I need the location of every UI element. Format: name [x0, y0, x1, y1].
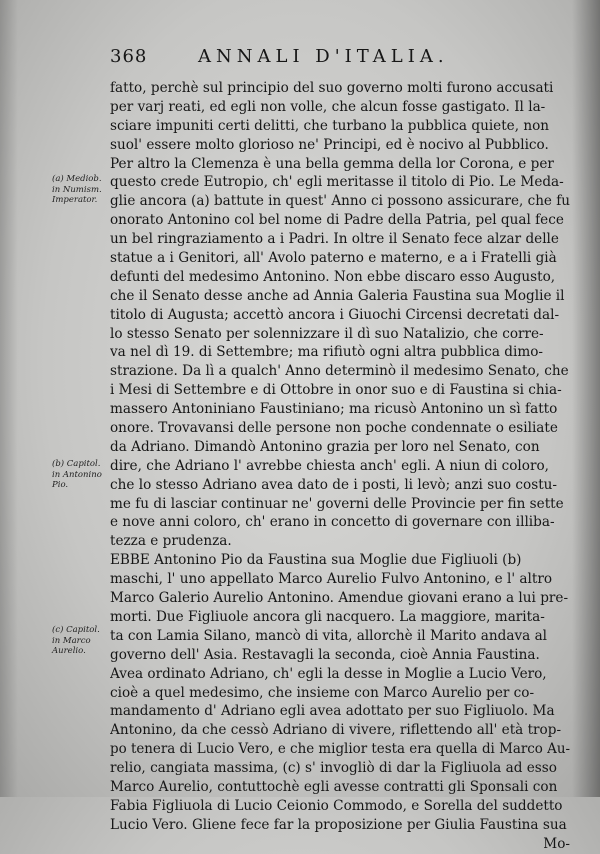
text-line: che lo stesso Adriano avea dato de i posti, li levò; anzi suo costu- — [110, 476, 558, 493]
margin-note-line: (b) Capitol. — [52, 459, 101, 469]
text-line: Lucio Vero. Gliene fece far la proposizione per Giulia Faustina sua — [110, 816, 567, 833]
text-line: Marco Aurelio, contuttochè egli avesse contratti gli Sponsali con — [110, 778, 558, 795]
text-line: e nove anni coloro, ch' erano in concetto di governare con illiba- — [110, 514, 555, 531]
text-line: maschi, l' uno appellato Marco Aurelio Fulvo Antonino, e l' altro — [110, 571, 553, 588]
text-line: un bel ringraziamento a i Padri. In oltre il Senato fece alzar delle — [110, 231, 559, 248]
text-line: me fu di lasciar continuar ne' governi delle Provincie per fin sette — [110, 495, 564, 512]
text-line: defunti del medesimo Antonino. Non ebbe discaro esso Augusto, — [110, 268, 556, 285]
text-line: relio, cangiata massima, (c) s' invogliò di dar la Figliuola ad esso — [110, 760, 557, 777]
text-line: massero Antoniniano Faustiniano; ma ricusò Antonino un sì fatto — [110, 401, 558, 418]
text-line: Fabia Figliuola di Lucio Ceionio Commodo, e Sorella del suddetto — [110, 797, 563, 814]
text-line: va nel dì 19. di Settembre; ma rifiutò ogni altra pubblica dimo- — [110, 344, 544, 361]
catchword: Mo- — [543, 835, 570, 852]
text-line: Marco Galerio Aurelio Antonino. Amendue giovani erano a lui pre- — [110, 590, 569, 607]
margin-note-line: (a) Mediob. — [52, 174, 102, 184]
text-line: Antonino, da che cessò Adriano di vivere, riflettendo all' età trop- — [110, 722, 562, 739]
text-line: per varj reati, ed egli non volle, che alcun fosse gastigato. Il la- — [110, 98, 546, 115]
text-line: morti. Due Figliuole ancora gli nacquero. La maggiore, marita- — [110, 608, 545, 625]
margin-note-line: in Marco — [52, 635, 91, 646]
margin-note-line: in Antonino — [52, 469, 102, 480]
text-line: tezza e prudenza. — [110, 533, 232, 550]
margin-note-b — [52, 459, 102, 491]
text-line: onore. Trovavansi delle persone non poche condennate o esiliate — [110, 420, 558, 437]
margin-note-line: in Numism. — [52, 184, 102, 195]
text-line: onorato Antonino col bel nome di Padre della Patria, pel qual fece — [110, 212, 564, 229]
text-line: po tenera di Lucio Vero, e che miglior testa era quella di Marco Au- — [110, 741, 570, 758]
body-text — [110, 79, 570, 854]
text-line: mandamento d' Adriano egli avea adottato per suo Figliuolo. Ma — [110, 703, 555, 720]
text-line: cioè a quel medesimo, che insieme con Marco Aurelio per co- — [110, 684, 535, 701]
text-line: Avea ordinato Adriano, ch' egli la desse in Moglie a Lucio Vero, — [110, 665, 547, 682]
text-line: fatto, perchè sul principio del suo governo molti furono accusati — [110, 80, 554, 96]
text-line: suol' essere molto glorioso ne' Principi, ed è nocivo al Pubblico. — [110, 136, 549, 153]
text-line: governo dell' Asia. Restavagli la seconda, cioè Annia Faustina. — [110, 646, 540, 663]
margin-note-a — [52, 174, 102, 206]
page-number: 368 — [110, 46, 148, 67]
page-header — [110, 46, 570, 70]
margin-note-line: Aurelio. — [52, 646, 86, 656]
text-line: i Mesi di Settembre e di Ottobre in onor suo e di Faustina si chia- — [110, 382, 562, 399]
text-line: Per altro la Clemenza è una bella gemma della lor Corona, e per — [110, 155, 554, 172]
text-line: che il Senato desse anche ad Annia Galeria Faustina sua Moglie il — [110, 287, 565, 304]
margin-note-line: Pio. — [52, 480, 69, 490]
text-line: sciare impuniti certi delitti, che turbano la pubblica quiete, non — [110, 117, 550, 134]
running-title: ANNALI D'ITALIA. — [198, 46, 449, 67]
text-line: statue a i Genitori, all' Avolo paterno e materno, e a i Fratelli già — [110, 250, 557, 267]
text-line: dire, che Adriano l' avrebbe chiesta anch' egli. A niun di coloro, — [110, 457, 549, 474]
text-line: lo stesso Senato per solennizzare il dì suo Natalizio, che corre- — [110, 325, 544, 342]
margin-note-line: Imperator. — [52, 195, 98, 205]
text-line: ta con Lamia Silano, mancò di vita, allorchè il Marito andava al — [110, 627, 548, 644]
text-line: glie ancora (a) battute in quest' Anno ci possono assicurare, che fu — [110, 193, 570, 210]
text-line: da Adriano. Dimandò Antonino grazia per loro nel Senato, con — [110, 438, 540, 455]
margin-note-c — [52, 625, 100, 657]
gutter-shadow — [0, 0, 18, 797]
margin-note-line: (c) Capitol. — [52, 625, 100, 635]
text-line: titolo di Augusta; accettò ancora i Giuochi Circensi decretati dal- — [110, 306, 560, 323]
text-line: questo crede Eutropio, ch' egli meritasse il titolo di Pio. Le Meda- — [110, 174, 564, 191]
page-edge-shadow — [572, 0, 600, 797]
text-line: EBBE Antonino Pio da Faustina sua Moglie due Figliuoli (b) — [110, 552, 522, 569]
text-line: strazione. Da lì a qualch' Anno determinò il medesimo Senato, che — [110, 363, 569, 380]
